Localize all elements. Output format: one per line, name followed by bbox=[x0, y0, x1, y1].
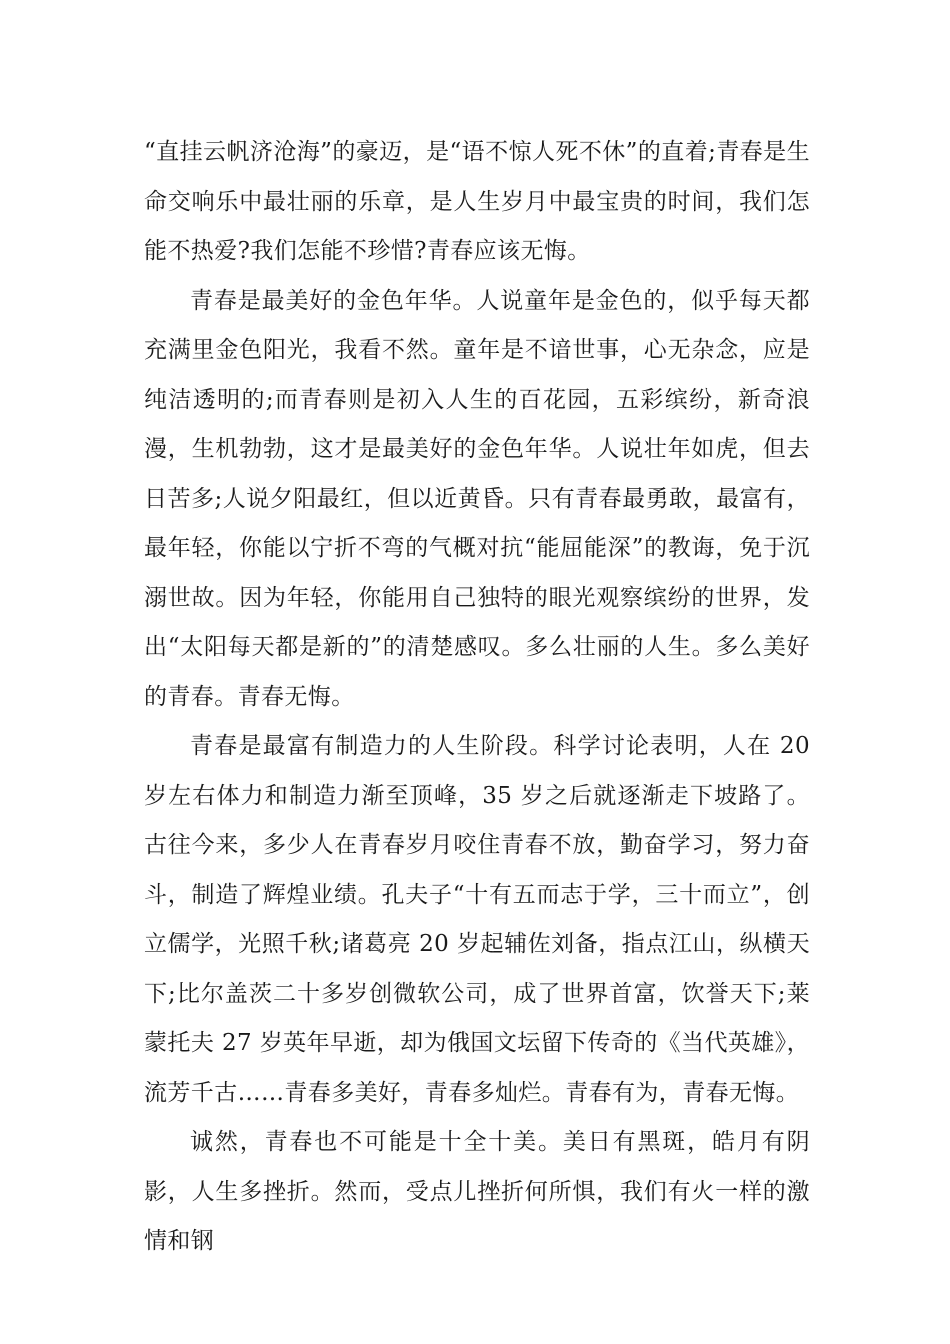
paragraph-2: 青春是最美好的金色年华。人说童年是金色的，似乎每天都充满里金色阳光，我看不然。童年是不谙世事，心无杂念，应是纯洁透明的;而青春则是初入人生的百花园，五彩缤纷，新奇浪漫，生机勃勃，这才是最美好的金色年华。人说壮年如虎，但去日苦多;人说夕阳最红，但以近黄昏。只有青春最勇敢，最富有，最年轻，你能以宁折不弯的气概对抗“能屈能深”的教诲，免于沉溺世故。因为年轻，你能用自己独特的眼光观察缤纷的世界，发出“太阳每天都是新的”的清楚感叹。多么壮丽的人生。多么美好的青春。青春无悔。 bbox=[144, 287, 810, 710]
paragraph-1: “直挂云帆济沧海”的豪迈，是“语不惊人死不休”的直着;青春是生命交响乐中最壮丽的乐章，是人生岁月中最宝贵的时间，我们怎能不热爱?我们怎能不珍惜?青春应该无悔。 bbox=[144, 139, 810, 264]
paragraph-3: 青春是最富有制造力的人生阶段。科学讨论表明，人在 20 岁左右体力和制造力渐至顶峰，35 岁之后就逐渐走下坡路了。古往今来，多少人在青春岁月咬住青春不放，勤奋学习，努力奋斗，制造了辉煌业绩。孔夫子“十有五而志于学，三十而立”，创立儒学，光照千秋;诸葛亮 20 岁起辅佐刘备，指点江山，纵横天下;比尔盖茨二十多岁创微软公司，成了世界首富，饮誉天下;莱蒙托夫 27 岁英年早逝，却为俄国文坛留下传奇的《当代英雄》，流芳千古……青春多美好，青春多灿烂。青春有为，青春无悔。 bbox=[144, 733, 810, 1106]
paragraph-4: 诚然，青春也不可能是十全十美。美日有黑斑，皓月有阴影，人生多挫折。然而，受点儿挫折何所惧，我们有火一样的激情和钢 bbox=[144, 1129, 810, 1254]
document-body bbox=[144, 128, 810, 1267]
